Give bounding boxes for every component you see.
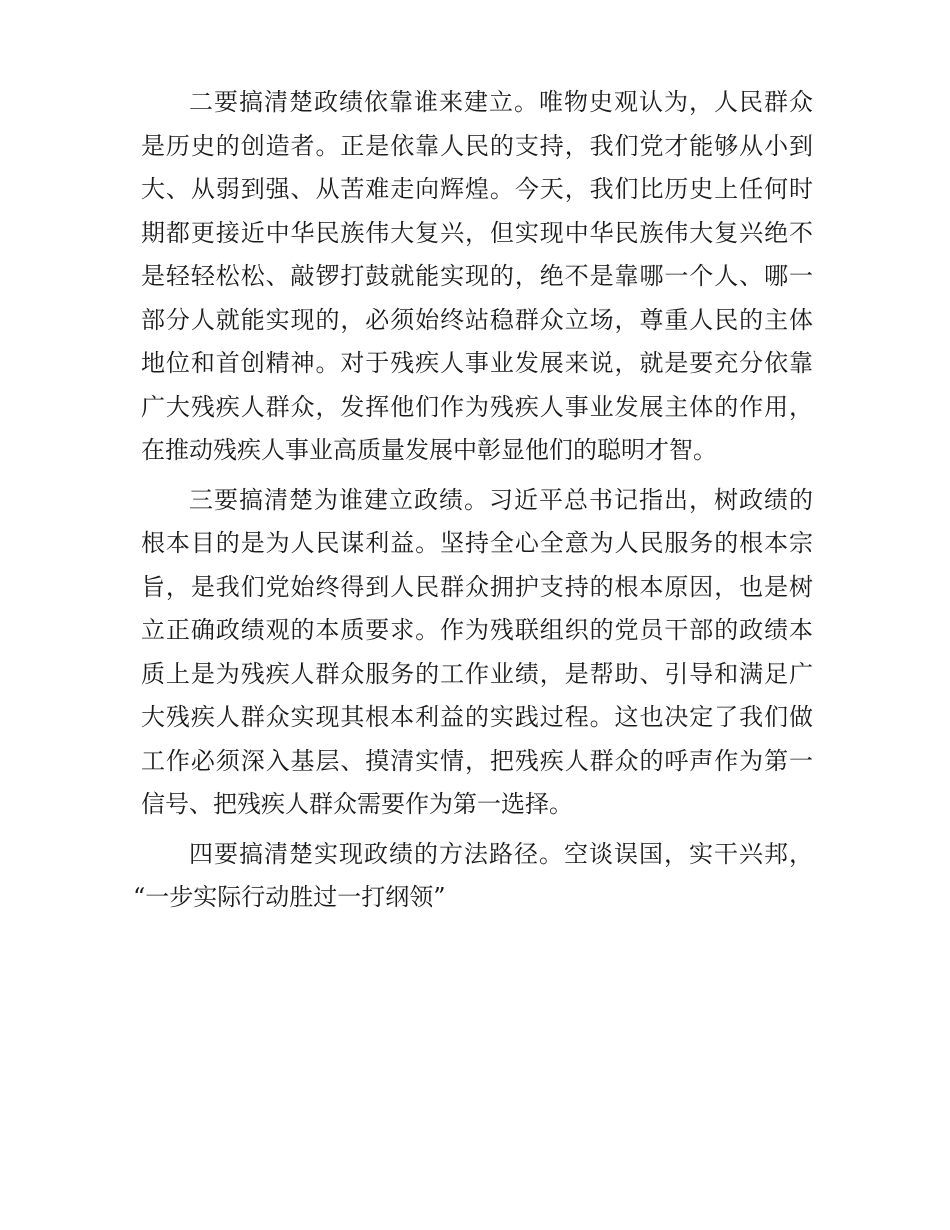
paragraph-line: 质上是为残疾人群众服务的工作业绩，是帮助、引导和满足广 bbox=[141, 659, 813, 688]
paragraph-line: 根本目的是为人民谋利益。坚持全心全意为人民服务的根本宗 bbox=[141, 529, 813, 557]
paragraph-line: 地位和首创精神。对于残疾人事业发展来说，就是要充分依靠 bbox=[141, 349, 813, 377]
paragraph-line: 是历史的创造者。正是依靠人民的支持，我们党才能够从小到 bbox=[141, 131, 813, 160]
paragraph-line: 在推动残疾人事业高质量发展中彰显他们的聪明才智。 bbox=[141, 436, 717, 464]
paragraph-line: 旨，是我们党始终得到人民群众拥护支持的根本原因，也是树 bbox=[141, 572, 813, 601]
body-text bbox=[133, 81, 813, 920]
paragraph-2 bbox=[141, 81, 813, 473]
paragraph-3 bbox=[141, 479, 813, 827]
paragraph-line: 部分人就能实现的，必须始终站稳群众立场，尊重人民的主体 bbox=[141, 305, 813, 334]
paragraph-line: 大残疾人群众实现其根本利益的实践过程。这也决定了我们做 bbox=[141, 703, 813, 731]
paragraph-line: “一步实际行动胜过一打纲领” bbox=[133, 883, 446, 911]
paragraph-line: 三要搞清楚为谁建立政绩。习近平总书记指出，树政绩的 bbox=[189, 485, 813, 514]
paragraph-line: 立正确政绩观的本质要求。作为残联组织的党员干部的政绩本 bbox=[141, 616, 813, 644]
paragraph-line: 四要搞清楚实现政绩的方法路径。空谈误国，实干兴邦， bbox=[189, 839, 813, 868]
paragraph-line: 大、从弱到强、从苦难走向辉煌。今天，我们比历史上任何时 bbox=[141, 175, 813, 203]
paragraph-line: 工作必须深入基层、摸清实情，把残疾人群众的呼声作为第一 bbox=[141, 746, 813, 775]
paragraph-line: 二要搞清楚政绩依靠谁来建立。唯物史观认为，人民群众 bbox=[189, 88, 813, 116]
paragraph-line: 广大残疾人群众，发挥他们作为残疾人事业发展主体的作用， bbox=[141, 392, 813, 421]
paragraph-4 bbox=[133, 833, 813, 920]
paragraph-line: 是轻轻松松、敲锣打鼓就能实现的，绝不是靠哪一个人、哪一 bbox=[141, 262, 813, 290]
paragraph-line: 信号、把残疾人群众需要作为第一选择。 bbox=[141, 790, 573, 818]
paragraph-line: 期都更接近中华民族伟大复兴，但实现中华民族伟大复兴绝不 bbox=[141, 218, 813, 247]
